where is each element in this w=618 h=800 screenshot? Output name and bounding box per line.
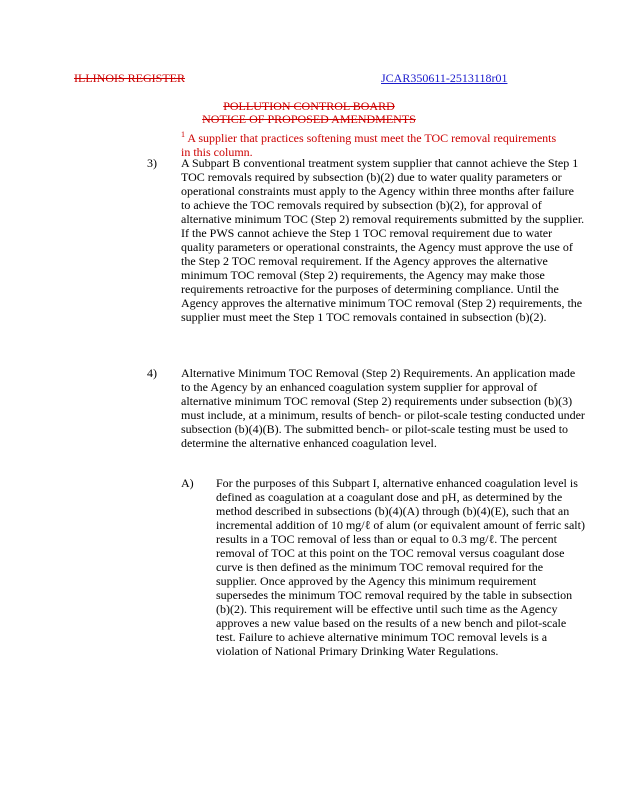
notice-title: NOTICE OF PROPOSED AMENDMENTS — [202, 112, 416, 126]
board-title: POLLUTION CONTROL BOARD — [223, 99, 395, 113]
footnote — [181, 128, 561, 159]
item-4-number: 4) — [147, 366, 157, 380]
register-header: ILLINOIS REGISTER — [74, 71, 185, 85]
footnote-marker: 1 — [181, 130, 185, 139]
document-id: JCAR350611-2513118r01 — [381, 71, 508, 85]
item-3-number: 3) — [147, 156, 157, 170]
footnote-text: A supplier that practices softening must meet the TOC removal requirements in this column. — [181, 131, 557, 159]
item-4-text: Alternative Minimum TOC Removal (Step 2) Requirements. An application made to the Agency by an enhanced coagulation system supplier for approval of alternative minimum TOC removal (Step 2) requirements under subsection (b)(3) must include, at a minimum, results of bench- or pilot-scale testing conducted under subsection (b)(4)(B). The submitted bench- or pilot-scale testing must be used to determine the alternative enhanced coagulation level. — [181, 366, 585, 450]
item-a-text: For the purposes of this Subpart I, alternative enhanced coagulation level is defined as coagulation at a coagulant dose and pH, as determined by the method described in subsections (b)(4)(A) through (b)(4)(E), such that an incremental addition of 10 mg/ℓ of alum (or equivalent amount of ferric salt) results in a TOC removal of less than or equal to 0.3 mg/ℓ. The percent removal of TOC at this point on the TOC removal versus coagulant dose curve is then defined as the minimum TOC removal required for the supplier. Once approved by the Agency this minimum requirement supersedes the minimum TOC removal required by the table in subsection (b)(2). This requirement will be effective until such time as the Agency approves a new value based on the results of a new bench and pilot-scale test. Failure to achieve alternative minimum TOC removal levels is a violation of National Primary Drinking Water Regulations. — [216, 476, 585, 658]
item-a-number: A) — [181, 476, 194, 490]
item-3-text: A Subpart B conventional treatment system supplier that cannot achieve the Step 1 TOC removals required by subsection (b)(2) due to water quality parameters or operational constraints must apply to the Agency within three months after failure to achieve the TOC removals required by subsection (b)(2), for approval of alternative minimum TOC (Step 2) removal requirements submitted by the supplier. If the PWS cannot achieve the Step 1 TOC removal requirement due to water quality parameters or operational constraints, the Agency must approve the use of the Step 2 TOC removal requirement. If the Agency approves the alternative minimum TOC removal (Step 2) requirements, the Agency may make those requirements retroactive for the purposes of determining compliance. Until the Agency approves the alternative minimum TOC removal (Step 2) requirements, the supplier must meet the Step 1 TOC removals contained in subsection (b)(2). — [181, 156, 585, 324]
